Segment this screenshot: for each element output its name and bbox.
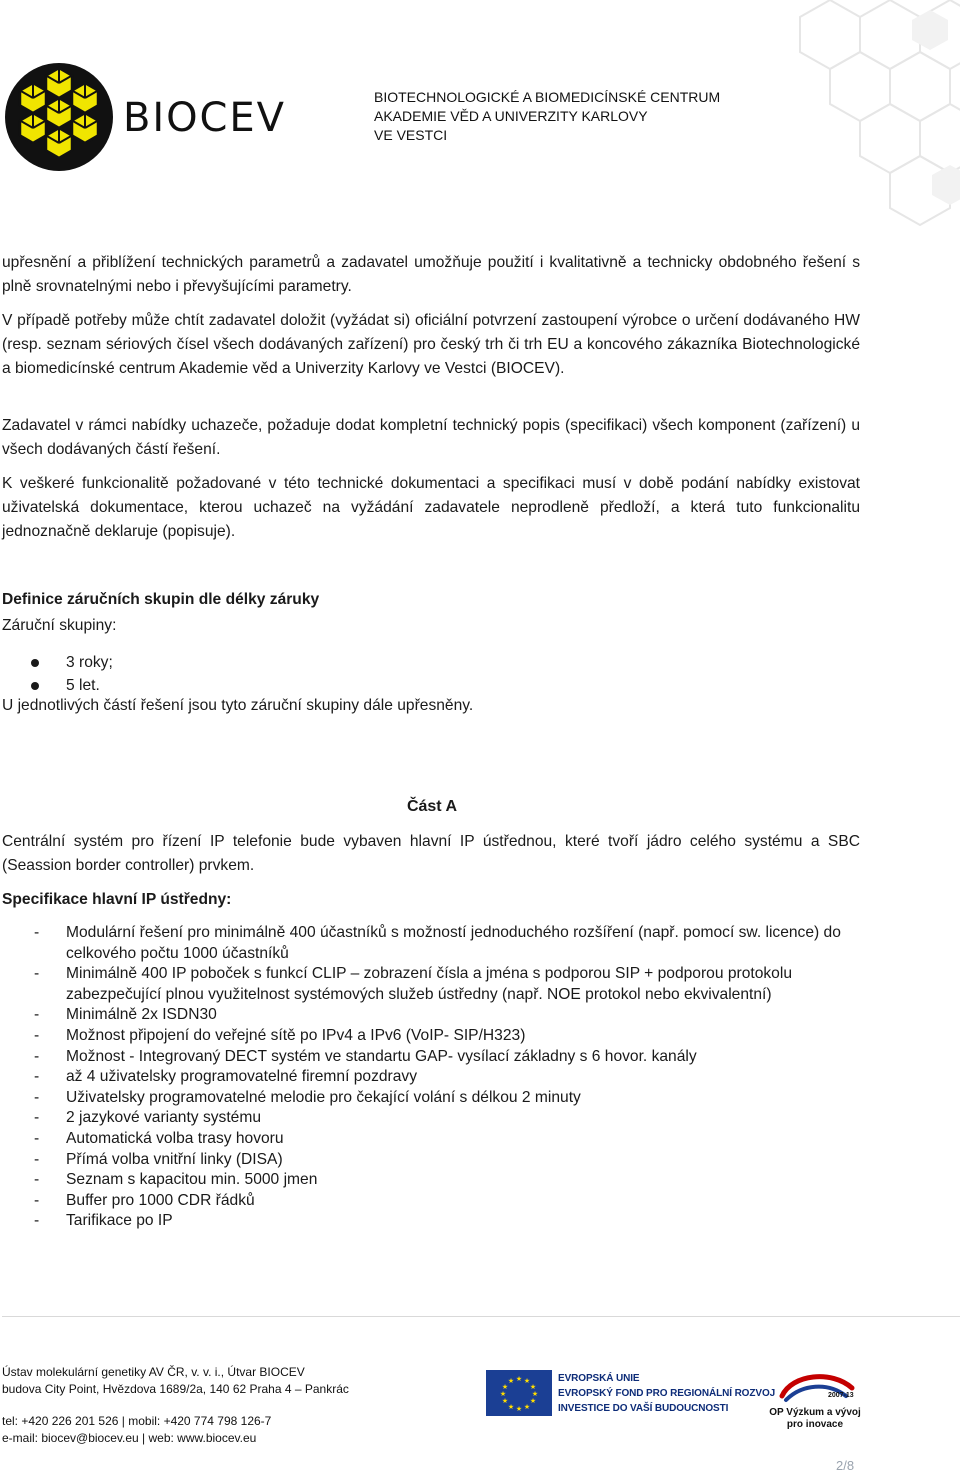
svg-text:★: ★ (523, 1403, 531, 1411)
list-item-text: Možnost - Integrovaný DECT systém ve standartu GAP- vysílací základny s 6 hovor. kanály (66, 1047, 697, 1065)
part-heading: Část A (406, 798, 458, 815)
list-item: - Modulární řešení pro minimálně 400 účastníků s možností jednoduchého rozšíření (např. pomocí sw. licence) do celkového počtu 1000 účastníků (34, 924, 841, 962)
paragraph-2: V případě potřeby může chtít zadavatel doložit (vyžádat si) oficiální potvrzení zastoupení výrobce o určení dodávaného HW (resp. seznam sériových čísel všech dodávaných zařízení) pro český trh či trh EU a koncového zákazníka Biotechnologické a biomedicínské centrum Akademie věd a Univerzity Karlovy ve Vestci (BIOCEV). (2, 312, 860, 377)
institution-name (374, 88, 720, 145)
list-item: - Minimálně 400 IP poboček s funkcí CLIP – zobrazení čísla a jména s podporou SIP + podporou protokolu zabezpečující plnou využitelnost systémových služeb ústředny (např. NOE protokol nebo ekvivalentní) (34, 965, 792, 1003)
svg-text:★: ★ (515, 1405, 523, 1413)
eu-line: EVROPSKÁ UNIE (558, 1373, 640, 1384)
svg-text:★: ★ (499, 1390, 507, 1398)
list-item-text: Minimálně 2x ISDN30 (66, 1006, 217, 1024)
institution-line: AKADEMIE VĚD A UNIVERZITY KARLOVY (374, 108, 648, 124)
svg-text:★: ★ (531, 1390, 539, 1398)
footer-address: budova City Point, Hvězdova 1689/2a, 140 62 Praha 4 – Pankrác (2, 1382, 349, 1396)
list-item (0, 651, 113, 674)
list-item: - Možnost připojení do veřejné sítě po IPv4 a IPv6 (VoIP- SIP/H323) (34, 1026, 526, 1044)
list-item: - Tarifikace po IP (34, 1212, 173, 1230)
list-item: - Buffer pro 1000 CDR řádků (34, 1191, 255, 1209)
list-item: - 2 jazykové varianty systému (34, 1109, 261, 1127)
page-number: 2/8 (836, 1458, 855, 1473)
institution-line: VE VESTCI (374, 127, 448, 143)
list-item: - Možnost - Integrovaný DECT systém ve standartu GAP- vysílací základny s 6 hovor. kanály (34, 1047, 697, 1065)
list-item-text: 5 let. (66, 677, 100, 694)
list-item: - Přímá volba vnitřní linky (DISA) (34, 1150, 283, 1168)
spec-list (0, 923, 870, 1232)
warranty-heading: Definice záručních skupin dle délky záruky (2, 591, 320, 608)
eu-line: INVESTICE DO VAŠÍ BUDOUCNOSTI (558, 1403, 729, 1414)
svg-text:★: ★ (515, 1375, 523, 1383)
list-item-text: Uživatelsky programovatelné melodie pro čekající volání s délkou 2 minuty (66, 1088, 581, 1106)
op-text: OP Výzkum a vývoj pro inovace (769, 1407, 861, 1430)
list-item: - Minimálně 2x ISDN30 (34, 1006, 217, 1024)
footer-divider (2, 1316, 960, 1317)
op-years: 2007-13 (828, 1392, 854, 1399)
bullet-icon (31, 682, 39, 690)
list-item-text: 3 roky; (66, 654, 113, 671)
part-intro: Centrální systém pro řízení IP telefonie bude vybaven hlavní IP ústřednou, které tvoří jádro celého systému a SBC (Seassion border controller) prvkem. (2, 833, 860, 874)
svg-text:★: ★ (501, 1397, 509, 1405)
list-item-text: Minimálně 400 IP poboček s funkcí CLIP – zobrazení čísla a jména s podporou SIP + podporou protokolu zabezpečující plnou využitelnost systémových služeb ústředny (např. NOE protokol nebo ekvivalentní) (66, 965, 792, 1003)
biocev-logo-icon (4, 62, 114, 172)
paragraph-1: upřesnění a přiblížení technických parametrů a zadavatel umožňuje použití i kvalitativně a technicky obdobného řešení s plně srovnatelnými nebo i převyšujícími parametry. (2, 254, 860, 295)
svg-text:★: ★ (529, 1383, 537, 1391)
list-item-text: Možnost připojení do veřejné sítě po IPv4 a IPv6 (VoIP- SIP/H323) (66, 1026, 526, 1044)
logo-text: BIOCEV (123, 96, 286, 136)
list-item: - až 4 uživatelsky programovatelné firemní pozdravy (34, 1068, 418, 1086)
paragraph-4: K veškeré funkcionalitě požadované v této technické dokumentaci a specifikaci musí v době podání nabídky existovat uživatelská dokumentace, kterou uchazeč na vyžádání zadavatele neprodleně předloží, a která tuto funkcionalitu jednoznačně deklaruje (popisuje). (2, 475, 860, 540)
svg-text:★: ★ (529, 1397, 537, 1405)
footer-phone: tel: +420 226 201 526 | mobil: +420 774 798 126-7 (2, 1414, 272, 1428)
warranty-note: U jednotlivých částí řešení jsou tyto záruční skupiny dále upřesněny. (2, 697, 474, 714)
list-item-text: Modulární řešení pro minimálně 400 účastníků s možností jednoduchého rozšíření (např. pomocí sw. licence) do celkového počtu 1000 účastníků (66, 924, 841, 962)
list-item: - Seznam s kapacitou min. 5000 jmen (34, 1171, 318, 1189)
svg-text:★: ★ (507, 1403, 515, 1411)
warranty-label: Záruční skupiny: (2, 617, 117, 634)
biocev-logo-wordmark (123, 96, 288, 136)
list-item: - Automatická volba trasy hovoru (34, 1129, 284, 1147)
list-item-text: Seznam s kapacitou min. 5000 jmen (66, 1171, 318, 1189)
paragraph-3: Zadavatel v rámci nabídky uchazeče, požaduje dodat kompletní technický popis (specifikaci) všech komponent (zařízení) u všech dodávaných částí řešení. (2, 417, 860, 458)
eu-flag-icon (486, 1370, 552, 1416)
list-item-text: Tarifikace po IP (66, 1212, 173, 1230)
list-item-text: Přímá volba vnitřní linky (DISA) (66, 1150, 283, 1168)
svg-text:★: ★ (507, 1377, 515, 1385)
list-item-text: Automatická volba trasy hovoru (66, 1129, 284, 1147)
institution-line: BIOTECHNOLOGICKÉ A BIOMEDICÍNSKÉ CENTRUM (374, 89, 721, 105)
list-item-text: Buffer pro 1000 CDR řádků (66, 1191, 255, 1209)
spec-heading: Specifikace hlavní IP ústředny: (2, 891, 232, 908)
warranty-group-list (0, 651, 113, 697)
svg-text:★: ★ (501, 1383, 509, 1391)
footer-org: Ústav molekulární genetiky AV ČR, v. v. i., Útvar BIOCEV (2, 1365, 305, 1379)
list-item: - Uživatelsky programovatelné melodie pro čekající volání s délkou 2 minuty (34, 1088, 581, 1106)
bullet-icon (31, 659, 39, 667)
eu-line: EVROPSKÝ FOND PRO REGIONÁLNÍ ROZVOJ (558, 1388, 776, 1399)
svg-text:★: ★ (523, 1377, 531, 1385)
eu-fund-text (558, 1371, 775, 1416)
list-item-text: až 4 uživatelsky programovatelné firemní pozdravy (66, 1068, 418, 1086)
footer-contact: e-mail: biocev@biocev.eu | web: www.biocev.eu (2, 1431, 257, 1445)
list-item-text: 2 jazykové varianty systému (66, 1109, 261, 1127)
